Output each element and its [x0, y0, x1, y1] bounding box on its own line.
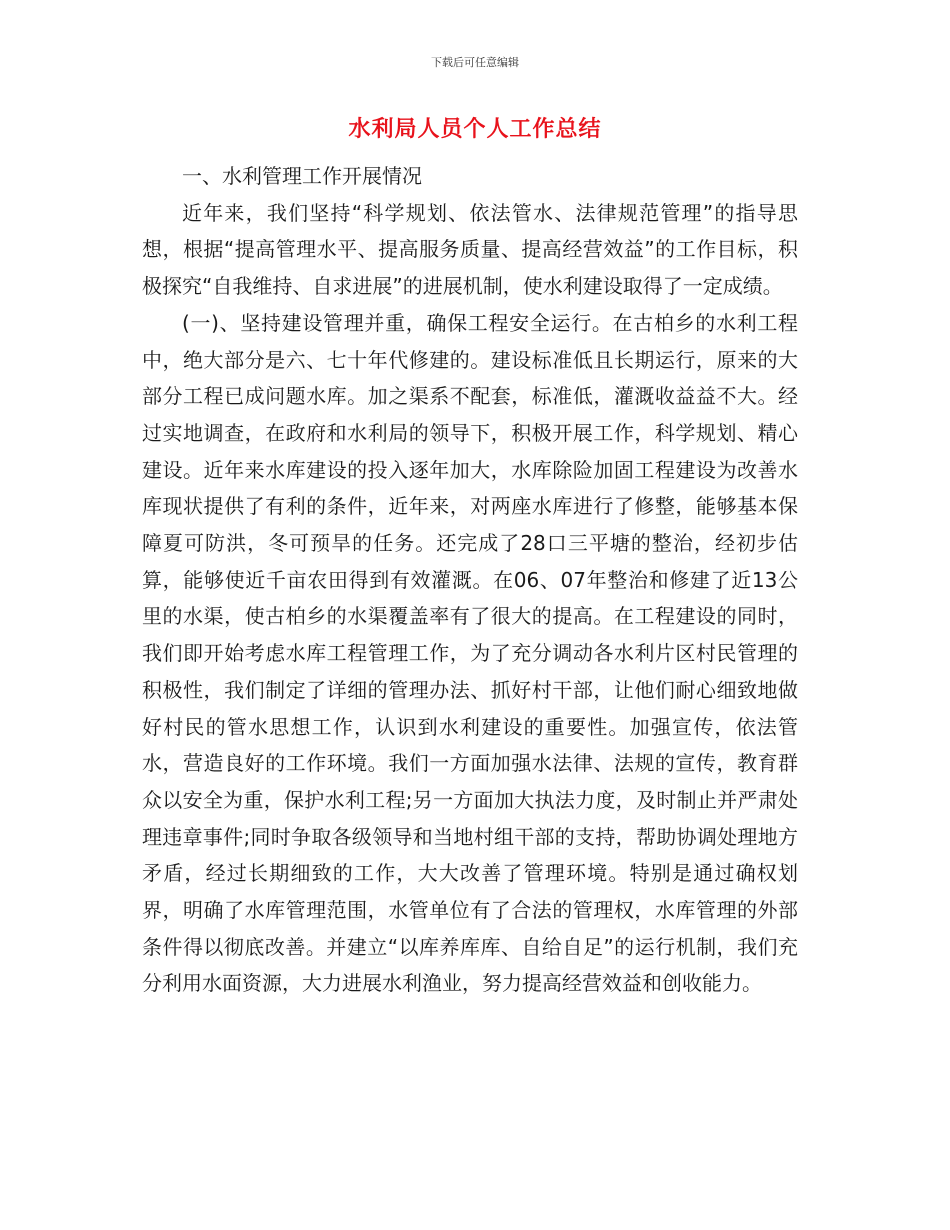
document-body [142, 158, 798, 1002]
header-note: 下载后可任意编辑 [431, 56, 519, 69]
paragraph-main: (一)、坚持建设管理并重，确保工程安全运行。在古柏乡的水利工程中，绝大部分是六、七十年代修建的。建设标准低且长期运行，原来的大部分工程已成问题水库。加之渠系不配套，标准低，灌溉收益益不大。经过实地调查，在政府和水利局的领导下，积极开展工作，科学规划、精心建设。近年来水库建设的投入逐年加大，水库除险加固工程建设为改善水库现状提供了有利的条件，近年来，对两座水库进行了修整，能够基本保障夏可防洪，冬可预旱的任务。还完成了28口三平塘的整治，经初步估算，能够使近千亩农田得到有效灌溉。在06、07年整治和修建了近13公里的水渠，使古柏乡的水渠覆盖率有了很大的提高。在工程建设的同时，我们即开始考虑水库工程管理工作，为了充分调动各水利片区村民管理的积极性，我们制定了详细的管理办法、抓好村干部，让他们耐心细致地做好村民的管水思想工作，认识到水利建设的重要性。加强宣传，依法管水，营造良好的工作环境。我们一方面加强水法律、法规的宣传，教育群众以安全为重，保护水利工程;另一方面加大执法力度，及时制止并严肃处理违章事件;同时争取各级领导和当地村组干部的支持，帮助协调处理地方矛盾，经过长期细致的工作，大大改善了管理环境。特别是通过确权划界，明确了水库管理范围，水管单位有了合法的管理权，水库管理的外部条件得以彻底改善。并建立“以库养库库、自给自足”的运行机制，我们充分利用水面资源，大力进展水利渔业，努力提高经营效益和创收能力。 [142, 310, 798, 996]
document-title: 水利局人员个人工作总结 [348, 117, 602, 142]
section-heading: 一、水利管理工作开展情况 [182, 164, 422, 188]
paragraph-intro: 近年来，我们坚持“科学规划、依法管水、法律规范管理”的指导思想，根据“提高管理水平、提高服务质量、提高经营效益”的工作目标，积极探究“自我维持、自求进展”的进展机制，使水利建设取得了一定成绩。 [142, 200, 798, 299]
